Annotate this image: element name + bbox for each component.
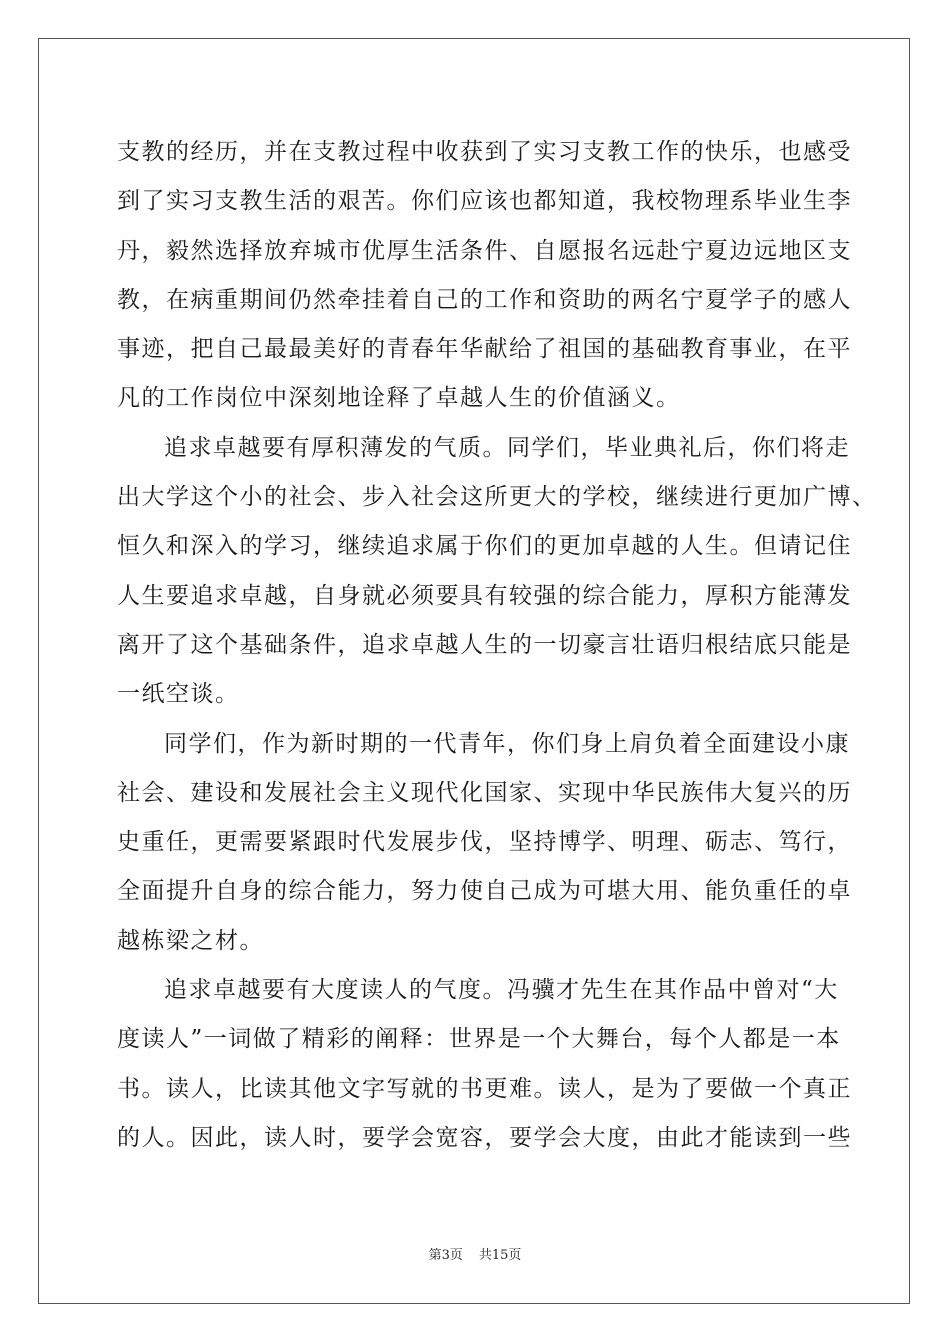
text-line: 越栋梁之材。 xyxy=(117,927,264,954)
text-line: 全面提升自身的综合能力，努力使自己成为可堪大用、能负重任的卓 xyxy=(117,878,852,905)
paragraph-first-line: 同学们，作为新时期的一代青年，你们身上肩负着全面建设小康 xyxy=(164,730,850,757)
text-line: 一纸空谈。 xyxy=(117,681,240,708)
document-body xyxy=(117,128,877,1163)
text-line: 到了实习支教生活的艰苦。你们应该也都知道，我校物理系毕业生李 xyxy=(117,188,852,215)
text-line: 教，在病重期间仍然牵挂着自己的工作和资助的两名宁夏学子的感人 xyxy=(117,286,852,313)
paragraph-first-line: 追求卓越要有厚积薄发的气质。同学们，毕业典礼后，你们将走 xyxy=(164,434,850,461)
text-line: 度读人”一词做了精彩的阐释：世界是一个大舞台，每个人都是一本 xyxy=(117,1026,841,1053)
text-line: 离开了这个基础条件，追求卓越人生的一切豪言壮语归根结底只能是 xyxy=(117,631,852,658)
text-line: 史重任，更需要紧跟时代发展步伐，坚持博学、明理、砺志、笃行， xyxy=(117,829,852,856)
text-line: 丹，毅然选择放弃城市优厚生活条件、自愿报名远赴宁夏边远地区支 xyxy=(117,237,852,264)
text-line: 人生要追求卓越，自身就必须要具有较强的综合能力，厚积方能薄发 xyxy=(117,582,852,609)
text-line: 凡的工作岗位中深刻地诠释了卓越人生的价值涵义。 xyxy=(117,385,681,412)
text-line: 的人。因此，读人时，要学会宽容，要学会大度，由此才能读到一些 xyxy=(117,1124,852,1151)
text-line: 社会、建设和发展社会主义现代化国家、实现中华民族伟大复兴的历 xyxy=(117,779,852,806)
text-line: 出大学这个小的社会、步入社会这所更大的学校，继续进行更加广博、 xyxy=(117,484,877,511)
text-line: 书。读人，比读其他文字写就的书更难。读人，是为了要做一个真正 xyxy=(117,1075,852,1102)
page-number: 第3页 xyxy=(428,1248,463,1263)
text-line: 事迹，把自己最最美好的青春年华献给了祖国的基础教育事业，在平 xyxy=(117,336,852,363)
text-line: 支教的经历，并在支教过程中收获到了实习支教工作的快乐，也感受 xyxy=(117,139,852,165)
page-total: 共15页 xyxy=(478,1248,522,1263)
page-footer xyxy=(0,1244,950,1263)
text-line: 恒久和深入的学习，继续追求属于你们的更加卓越的人生。但请记住 xyxy=(117,533,852,560)
paragraph-first-line: 追求卓越要有大度读人的气度。冯骥才先生在其作品中曾对“大 xyxy=(164,977,839,1004)
